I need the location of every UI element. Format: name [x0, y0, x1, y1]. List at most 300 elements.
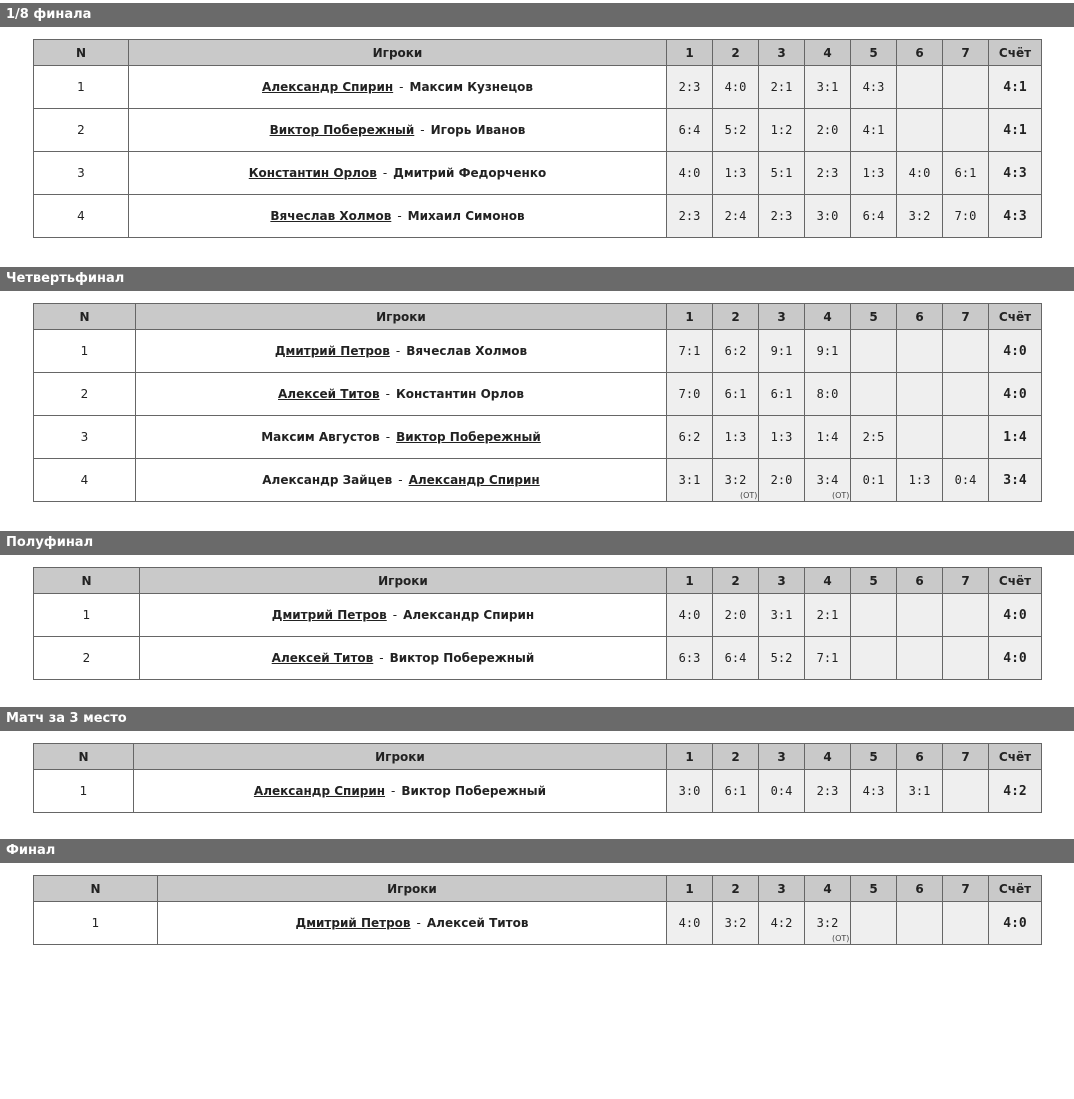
set-score: 6:2: [678, 430, 701, 444]
set-score: 3:2: [908, 209, 931, 223]
column-header-players: Игроки: [136, 304, 667, 330]
column-header-set: 6: [897, 40, 943, 66]
set-score: 9:1: [816, 344, 839, 358]
set-score: 1:3: [770, 430, 793, 444]
player-name: Дмитрий Федорченко: [393, 166, 547, 180]
overtime-label: (ОТ): [740, 491, 758, 500]
set-score-cell: [851, 770, 897, 813]
set-score-cell: [713, 109, 759, 152]
match-number: 1: [34, 66, 129, 109]
players-cell: [136, 459, 667, 502]
player-separator: -: [420, 123, 425, 137]
set-score-cell: [759, 152, 805, 195]
set-score-cell: [713, 152, 759, 195]
set-score-cell: [943, 109, 989, 152]
set-score-cell: [667, 66, 713, 109]
column-header-players: Игроки: [158, 876, 667, 902]
player-name: Вячеслав Холмов: [406, 344, 528, 358]
column-header-score: Счёт: [989, 304, 1042, 330]
winner-player-link[interactable]: Виктор Побережный: [396, 430, 541, 444]
match-number: 4: [34, 195, 129, 238]
column-header-set: 2: [713, 40, 759, 66]
set-score: 2:0: [770, 473, 793, 487]
winner-player-link[interactable]: Александр Спирин: [253, 784, 386, 798]
set-score-cell: [805, 373, 851, 416]
set-score-cell: [943, 330, 989, 373]
table-row: [34, 637, 1042, 680]
column-header-set: 1: [667, 40, 713, 66]
set-score-cell: [713, 637, 759, 680]
set-score: 2:0: [724, 608, 747, 622]
table-row: [34, 66, 1042, 109]
match-score: 4:2: [989, 770, 1042, 813]
set-score: 4:0: [678, 608, 701, 622]
column-header-set: 5: [851, 304, 897, 330]
match-score: 4:0: [989, 330, 1042, 373]
results-table: [33, 303, 1042, 502]
set-score-cell: [805, 195, 851, 238]
winner-player-link[interactable]: Дмитрий Петров: [271, 608, 387, 622]
set-score-cell: [667, 416, 713, 459]
set-score-cell: [897, 195, 943, 238]
set-score: 4:3: [862, 80, 885, 94]
set-score-cell: [759, 459, 805, 502]
column-header-set: 2: [713, 876, 759, 902]
set-score: 6:1: [770, 387, 793, 401]
set-score: 6:4: [678, 123, 701, 137]
round-section: [0, 267, 1074, 527]
set-score: 3:1: [816, 80, 839, 94]
set-score-cell: [943, 66, 989, 109]
players-cell: [136, 416, 667, 459]
column-header-set: 5: [851, 40, 897, 66]
set-score-cell: [897, 152, 943, 195]
set-score-cell: [759, 195, 805, 238]
match-number: 3: [34, 152, 129, 195]
set-score: 0:1: [862, 473, 885, 487]
set-score-cell: [943, 594, 989, 637]
set-score-cell: [667, 902, 713, 945]
player-separator: -: [399, 80, 404, 94]
column-header-set: 7: [943, 876, 989, 902]
set-score-cell: [713, 902, 759, 945]
set-score-cell: [759, 109, 805, 152]
table-row: [34, 416, 1042, 459]
set-score-cell: [667, 330, 713, 373]
set-score: 3:1: [770, 608, 793, 622]
set-score: 4:0: [724, 80, 747, 94]
set-score-cell: [851, 594, 897, 637]
set-score: 4:0: [678, 166, 701, 180]
set-score: 2:4: [724, 209, 747, 223]
results-table: [33, 39, 1042, 238]
set-score: 3:2: [724, 473, 747, 487]
match-score: 4:0: [989, 637, 1042, 680]
column-header-set: 4: [805, 304, 851, 330]
set-score-cell: [851, 330, 897, 373]
match-number: 4: [34, 459, 136, 502]
match-number: 2: [34, 373, 136, 416]
match-score: 4:1: [989, 109, 1042, 152]
set-score: 2:3: [816, 166, 839, 180]
set-score: 2:1: [816, 608, 839, 622]
table-row: [34, 770, 1042, 813]
column-header-set: 5: [851, 568, 897, 594]
set-score-cell: [897, 459, 943, 502]
column-header-n: N: [34, 568, 140, 594]
set-score-cell: [667, 152, 713, 195]
set-score-cell: [851, 416, 897, 459]
match-score: 4:0: [989, 594, 1042, 637]
winner-player-link[interactable]: Дмитрий Петров: [274, 344, 390, 358]
column-header-set: 2: [713, 744, 759, 770]
overtime-label: (ОТ): [832, 934, 850, 943]
set-score: 6:4: [724, 651, 747, 665]
player-name: Игорь Иванов: [430, 123, 526, 137]
player-name: Александр Спирин: [403, 608, 535, 622]
set-score: 5:1: [770, 166, 793, 180]
match-score: 4:1: [989, 66, 1042, 109]
column-header-players: Игроки: [140, 568, 667, 594]
set-score-cell: [897, 330, 943, 373]
players-cell: [140, 594, 667, 637]
winner-player-link[interactable]: Виктор Побережный: [269, 123, 415, 137]
player-separator: -: [379, 651, 384, 665]
column-header-set: 1: [667, 304, 713, 330]
column-header-set: 3: [759, 40, 805, 66]
table-header-row: [34, 876, 1042, 902]
player-name: Максим Кузнецов: [409, 80, 533, 94]
set-score: 4:1: [862, 123, 885, 137]
set-score: 7:0: [954, 209, 977, 223]
set-score: 4:2: [770, 916, 793, 930]
column-header-score: Счёт: [989, 40, 1042, 66]
column-header-set: 6: [897, 568, 943, 594]
set-score: 6:2: [724, 344, 747, 358]
set-score: 7:0: [678, 387, 701, 401]
set-score-cell: [851, 902, 897, 945]
player-name: Алексей Титов: [426, 916, 529, 930]
set-score-cell: [667, 637, 713, 680]
set-score-cell: [851, 637, 897, 680]
round-title: Четвертьфинал: [0, 267, 1074, 291]
column-header-set: 3: [759, 304, 805, 330]
set-score: 7:1: [816, 651, 839, 665]
set-score: 3:0: [816, 209, 839, 223]
set-score: 4:0: [678, 916, 701, 930]
set-score: 5:2: [724, 123, 747, 137]
set-score: 6:3: [678, 651, 701, 665]
set-score-cell: [759, 416, 805, 459]
set-score-cell: [713, 195, 759, 238]
set-score: 2:5: [862, 430, 885, 444]
player-separator: -: [392, 608, 398, 622]
set-score: 1:3: [724, 430, 747, 444]
match-number: 2: [34, 637, 140, 680]
match-score: 4:3: [989, 152, 1042, 195]
table-row: [34, 109, 1042, 152]
table-row: [34, 373, 1042, 416]
player-name: Константин Орлов: [395, 387, 524, 401]
table-header-row: [34, 744, 1042, 770]
set-score-cell: [943, 637, 989, 680]
set-score-cell: [943, 459, 989, 502]
results-table: [33, 567, 1042, 680]
match-number: 3: [34, 416, 136, 459]
set-score: 8:0: [816, 387, 839, 401]
set-score-cell: [943, 195, 989, 238]
set-score-cell: [851, 152, 897, 195]
column-header-set: 3: [759, 876, 805, 902]
column-header-players: Игроки: [129, 40, 667, 66]
set-score: 2:3: [678, 80, 701, 94]
table-header-row: [34, 568, 1042, 594]
player-name: Михаил Симонов: [407, 209, 525, 223]
match-score: 4:3: [989, 195, 1042, 238]
set-score: 1:4: [816, 430, 839, 444]
set-score: 3:0: [678, 784, 701, 798]
column-header-set: 3: [759, 568, 805, 594]
round-title: 1/8 финала: [0, 3, 1074, 27]
set-score: 2:3: [816, 784, 839, 798]
set-score-cell: [943, 770, 989, 813]
column-header-set: 6: [897, 744, 943, 770]
column-header-n: N: [34, 40, 129, 66]
winner-player-link[interactable]: Алексей Титов: [271, 651, 374, 665]
players-cell: [158, 902, 667, 945]
set-score-cell: [897, 109, 943, 152]
column-header-set: 7: [943, 40, 989, 66]
set-score: 2:1: [770, 80, 793, 94]
winner-player-link[interactable]: Дмитрий Петров: [295, 916, 411, 930]
player-separator: -: [391, 784, 396, 798]
column-header-score: Счёт: [989, 568, 1042, 594]
set-score-cell: [713, 66, 759, 109]
set-score: 3:2: [724, 916, 747, 930]
column-header-set: 6: [897, 876, 943, 902]
match-number: 2: [34, 109, 129, 152]
set-score-cell: [851, 373, 897, 416]
set-score: 2:3: [678, 209, 701, 223]
set-score: 0:4: [770, 784, 793, 798]
winner-player-link[interactable]: Вячеслав Холмов: [270, 209, 392, 223]
column-header-set: 4: [805, 876, 851, 902]
column-header-set: 1: [667, 568, 713, 594]
player-name: Виктор Побережный: [389, 651, 535, 665]
player-separator: -: [416, 916, 421, 930]
column-header-set: 7: [943, 568, 989, 594]
column-header-n: N: [34, 304, 136, 330]
column-header-set: 6: [897, 304, 943, 330]
results-table: [33, 743, 1042, 813]
set-score-cell: [897, 416, 943, 459]
set-score-cell: [897, 902, 943, 945]
players-cell: [129, 152, 667, 195]
set-score-cell: [943, 152, 989, 195]
column-header-n: N: [34, 876, 158, 902]
set-score: 3:1: [678, 473, 701, 487]
player-separator: -: [382, 166, 388, 180]
match-score: 4:0: [989, 373, 1042, 416]
column-header-set: 1: [667, 744, 713, 770]
column-header-set: 7: [943, 304, 989, 330]
column-header-set: 3: [759, 744, 805, 770]
match-number: 1: [34, 902, 158, 945]
players-cell: [129, 66, 667, 109]
match-number: 1: [34, 770, 134, 813]
set-score-cell: [851, 459, 897, 502]
winner-player-link[interactable]: Александр Спирин: [408, 473, 540, 487]
set-score-cell: [897, 637, 943, 680]
player-separator: -: [397, 209, 402, 223]
players-cell: [134, 770, 667, 813]
set-score-cell: [759, 330, 805, 373]
set-score: 7:1: [678, 344, 701, 358]
set-score: 4:0: [908, 166, 931, 180]
set-score-cell: [897, 770, 943, 813]
set-score-cell: [897, 594, 943, 637]
players-cell: [136, 373, 667, 416]
set-score-cell: [805, 594, 851, 637]
set-score: 1:2: [770, 123, 793, 137]
set-score: 0:4: [954, 473, 977, 487]
set-score-cell: [805, 152, 851, 195]
table-row: [34, 152, 1042, 195]
set-score-cell: [713, 373, 759, 416]
winner-player-link[interactable]: Алексей Титов: [278, 387, 380, 401]
round-section: [0, 839, 1074, 1099]
set-score-cell: [667, 195, 713, 238]
round-title: Матч за 3 место: [0, 707, 1074, 731]
set-score-cell: [897, 66, 943, 109]
set-score-cell: [805, 66, 851, 109]
set-score: 3:2: [816, 916, 839, 930]
set-score-cell: [667, 373, 713, 416]
winner-player-link[interactable]: Александр Спирин: [262, 80, 394, 94]
match-score: 1:4: [989, 416, 1042, 459]
column-header-set: 5: [851, 876, 897, 902]
set-score-cell: [851, 66, 897, 109]
results-table: [33, 875, 1042, 945]
column-header-set: 4: [805, 568, 851, 594]
overtime-label: (ОТ): [832, 491, 850, 500]
set-score-cell: [713, 770, 759, 813]
match-score: 4:0: [989, 902, 1042, 945]
column-header-set: 4: [805, 744, 851, 770]
set-score-cell: [851, 195, 897, 238]
set-score-cell: [805, 109, 851, 152]
round-section: [0, 3, 1074, 263]
column-header-set: 4: [805, 40, 851, 66]
set-score: 6:1: [724, 784, 747, 798]
set-score: 3:4: [816, 473, 839, 487]
set-score-cell: [943, 902, 989, 945]
player-name: Максим Августов: [261, 430, 380, 444]
round-title: Финал: [0, 839, 1074, 863]
winner-player-link[interactable]: Константин Орлов: [248, 166, 377, 180]
table-row: [34, 330, 1042, 373]
column-header-set: 1: [667, 876, 713, 902]
set-score-cell: [667, 459, 713, 502]
table-header-row: [34, 40, 1042, 66]
set-score-cell: [805, 770, 851, 813]
set-score-cell: [759, 373, 805, 416]
set-score: 5:2: [770, 651, 793, 665]
column-header-set: 7: [943, 744, 989, 770]
set-score-cell: [805, 637, 851, 680]
column-header-score: Счёт: [989, 876, 1042, 902]
set-score: 2:3: [770, 209, 793, 223]
set-score-cell: [713, 330, 759, 373]
set-score-cell: [805, 330, 851, 373]
set-score-cell: [805, 459, 851, 502]
player-separator: -: [385, 387, 390, 401]
set-score-cell: [943, 373, 989, 416]
set-score: 1:3: [724, 166, 747, 180]
set-score: 9:1: [770, 344, 793, 358]
player-name: Александр Зайцев: [262, 473, 393, 487]
player-name: Виктор Побережный: [401, 784, 547, 798]
set-score-cell: [759, 637, 805, 680]
set-score: 1:3: [862, 166, 885, 180]
set-score: 6:1: [954, 166, 977, 180]
set-score: 4:3: [862, 784, 885, 798]
set-score-cell: [713, 594, 759, 637]
set-score: 3:1: [908, 784, 931, 798]
players-cell: [140, 637, 667, 680]
set-score-cell: [943, 416, 989, 459]
set-score: 6:1: [724, 387, 747, 401]
set-score: 1:3: [908, 473, 931, 487]
players-cell: [129, 195, 667, 238]
set-score-cell: [759, 902, 805, 945]
table-header-row: [34, 304, 1042, 330]
column-header-players: Игроки: [134, 744, 667, 770]
table-row: [34, 594, 1042, 637]
player-separator: -: [395, 344, 401, 358]
column-header-set: 2: [713, 568, 759, 594]
players-cell: [136, 330, 667, 373]
players-cell: [129, 109, 667, 152]
column-header-score: Счёт: [989, 744, 1042, 770]
set-score-cell: [667, 594, 713, 637]
player-separator: -: [398, 473, 403, 487]
table-row: [34, 195, 1042, 238]
column-header-set: 2: [713, 304, 759, 330]
set-score-cell: [851, 109, 897, 152]
column-header-set: 5: [851, 744, 897, 770]
set-score-cell: [759, 770, 805, 813]
round-title: Полуфинал: [0, 531, 1074, 555]
set-score: 6:4: [862, 209, 885, 223]
set-score: 2:0: [816, 123, 839, 137]
set-score-cell: [667, 770, 713, 813]
set-score-cell: [713, 459, 759, 502]
set-score-cell: [805, 416, 851, 459]
table-row: [34, 459, 1042, 502]
set-score-cell: [713, 416, 759, 459]
set-score-cell: [759, 594, 805, 637]
match-number: 1: [34, 330, 136, 373]
match-score: 3:4: [989, 459, 1042, 502]
set-score-cell: [667, 109, 713, 152]
player-separator: -: [385, 430, 391, 444]
table-row: [34, 902, 1042, 945]
set-score-cell: [805, 902, 851, 945]
column-header-n: N: [34, 744, 134, 770]
match-number: 1: [34, 594, 140, 637]
set-score-cell: [897, 373, 943, 416]
